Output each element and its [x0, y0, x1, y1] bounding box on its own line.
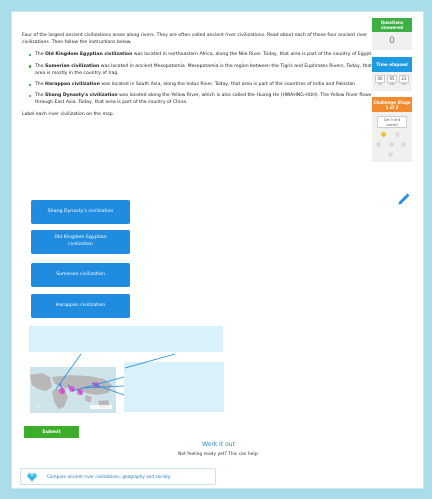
timer-minutes: 05 [387, 75, 397, 83]
challenge-label: Challenge Stage 1 of 2 [372, 97, 412, 112]
diamond-icon [27, 472, 37, 482]
work-it-out-subtitle: Not feeling ready yet? This can help: [178, 452, 259, 457]
submit-button[interactable]: Submit [24, 426, 79, 438]
progress-dot [376, 142, 381, 147]
help-link-card[interactable] [20, 468, 216, 485]
progress-dot [389, 142, 394, 147]
intro-text: Four of the largest ancient civilizations arose along rivers. They are often called ancient river civilizations. Read about each of these four ancient river civilizations. Then follow the instructions below. [22, 33, 368, 46]
challenge-progress [372, 112, 412, 162]
question-content [22, 32, 374, 123]
timer-hours: 00 [375, 75, 385, 83]
drag-option-egyptian[interactable]: Old Kingdom Egyptian civilization [31, 230, 130, 254]
list-item: The Harappan civilization was located in South Asia, along the Indus River. Today, that area is part of the countries of India and Pakistan. [35, 81, 374, 88]
drag-option-harappan[interactable]: Harappan civilization [31, 294, 130, 318]
drag-option-sumerian[interactable]: Sumerian civilization [31, 263, 130, 287]
progress-dot [381, 132, 386, 137]
list-item: The Sumerian civilization was located in ancient Mesopotamia. Mesopotamia is the region between the Tigris and Euphrates Rivers. Today, that area is mostly in the country of Iraq. [35, 63, 374, 77]
challenge-count: Get 5 of 6 correct [377, 116, 407, 128]
sidebar [372, 18, 412, 162]
questions-answered-label: Questions answered [372, 18, 412, 32]
svg-text:✛: ✛ [36, 404, 41, 410]
progress-dot [388, 152, 393, 157]
progress-dot [395, 132, 400, 137]
drop-zone-2[interactable] [124, 362, 224, 412]
help-link-text[interactable]: Compare ancient river civilizations: geography and society [47, 474, 171, 479]
list-item: The Shang Dynasty's civilization was located along the Yellow River, which is also called the Huang He (HWAHNG-HUH). The Yellow River flows through East Asia. Today, that area is part of the country of China. [35, 92, 374, 106]
time-elapsed-box: 00 HR 05 MIN 23 SEC [372, 72, 412, 91]
drop-zone-1[interactable] [29, 326, 223, 352]
civilization-list [22, 51, 374, 106]
list-item: The Old Kingdom Egyptian civilization was located in northeastern Africa, along the Nile River. Today, that area is part of the country of Egypt. [35, 52, 373, 58]
pencil-icon[interactable] [397, 192, 411, 206]
drag-option-shang[interactable]: Shang Dynasty's civilization [31, 200, 130, 224]
progress-dot [401, 142, 406, 147]
work-it-out-title: Work it out [202, 441, 235, 448]
time-elapsed-label: Time elapsed [372, 57, 412, 72]
instruction-text: Label each river civilization on the map. [22, 111, 115, 117]
world-map [30, 367, 116, 413]
timer-seconds: 23 [399, 75, 409, 83]
practice-page [11, 11, 424, 489]
questions-answered-value: 0 [372, 32, 412, 50]
